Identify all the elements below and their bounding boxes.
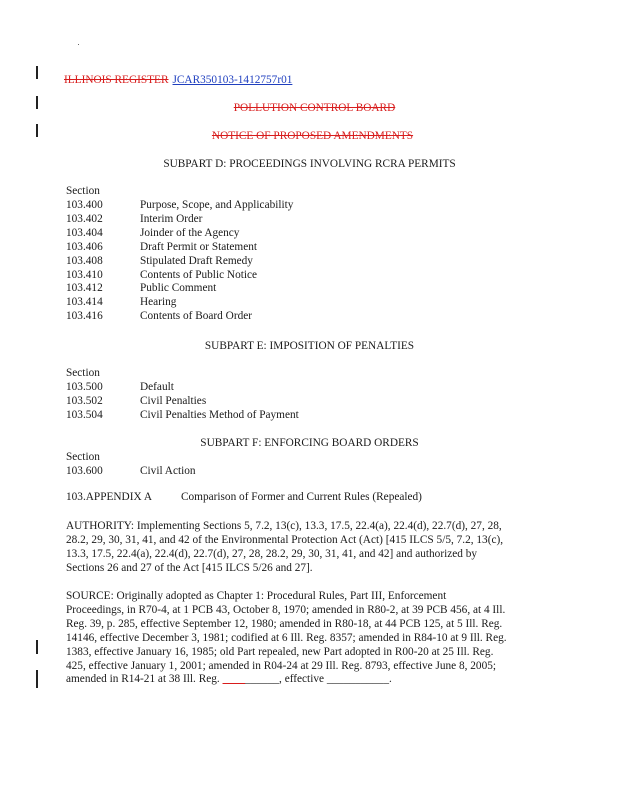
register-title-struck: ILLINOIS REGISTER [64,74,169,86]
section-number: 103.600 [66,465,103,477]
source-line: Proceedings, in R70-4, at 1 PCB 43, October 8, 1970; amended in R80-2, at 39 PCB 456, at 4 Ill. [66,603,506,616]
source-line: 14146, effective December 3, 1981; codified at 6 Ill. Reg. 8357; amended in R84-10 at 9 Ill. Reg. [66,631,507,644]
board-header [0,102,619,116]
section-number: 103.414 [66,296,103,309]
effective-date-blank: ___________ [326,673,389,686]
change-bar [36,670,38,688]
source-line: Reg. 39, p. 285, effective September 12, 1980; amended in R80-18, at 44 PCB 125, at 5 Ill. Reg. [66,617,503,630]
section-title: Default [140,381,174,393]
scan-speck [78,44,79,45]
authority-line: Sections 26 and 27 of the Act [415 ILCS 5/26 and 27]. [66,561,313,574]
appendix-number: 103.APPENDIX A [66,491,152,503]
section-title: Civil Penalties Method of Payment [140,408,299,421]
section-number: 103.402 [66,212,103,225]
source-last-prefix: amended in R14-21 at 38 Ill. Reg. [66,673,220,686]
section-number: 103.408 [66,254,103,267]
register-header [64,74,292,88]
section-number: 103.412 [66,282,103,295]
section-title: Public Comment [140,282,217,295]
inserted-blank: ____ [222,673,246,686]
source-line: 425, effective January 1, 2001; amended in R04-24 at 29 Ill. Reg. 8793, effective June 8, 2005; [66,659,497,672]
change-bar [36,66,38,79]
authority-line: AUTHORITY: Implementing Sections 5, 7.2, 13(c), 13.3, 17.5, 22.4(a), 22.4(d), 22.7(d), 27, 28, [66,520,502,532]
section-title: Civil Action [140,465,196,477]
date-blank: ______ [245,673,280,686]
section-title: Joinder of the Agency [140,226,240,239]
change-bar [36,640,38,654]
section-number: 103.416 [66,310,103,323]
subpart-e-heading: SUBPART E: IMPOSITION OF PENALTIES [204,340,415,352]
section-label: Section [66,367,100,379]
board-title-struck: POLLUTION CONTROL BOARD [233,102,396,114]
section-number: 103.504 [66,408,103,421]
section-title: Contents of Public Notice [140,268,258,281]
section-number: 103.400 [66,199,103,211]
appendix-row [66,491,422,505]
subpart-d-heading: SUBPART D: PROCEEDINGS INVOLVING RCRA PERMITS [163,158,456,170]
section-title: Contents of Board Order [140,310,253,323]
authority-line: 28.2, 29, 30, 31, 41, and 42 of the Environmental Protection Act (Act) [415 ILCS 5/5, 7.2, 13(c), [66,533,504,546]
source-line: 1383, effective January 16, 1985; old Part repealed, new Part adopted in R00-20 at 25 Ill. Reg. [66,645,494,658]
section-title: Stipulated Draft Remedy [140,254,253,267]
source-paragraph [66,590,548,687]
period: . [388,673,392,686]
section-number: 103.410 [66,268,103,281]
authority-line: 13.3, 17.5, 22.4(a), 22.4(d), 22.7(d), 27, 28, 28.2, 29, 30, 31, 41, and 42] and authorized by [66,547,478,560]
section-number: 103.404 [66,226,103,239]
source-last-line [66,673,548,687]
section-number: 103.406 [66,240,103,253]
section-title: Interim Order [140,212,203,225]
section-title: Hearing [140,296,177,309]
register-id-inserted: JCAR350103-1412757r01 [172,74,293,86]
section-number: 103.502 [66,394,103,407]
source-line: SOURCE: Originally adopted as Chapter 1: Procedural Rules, Part III, Enforcement [66,590,447,602]
notice-title-struck: NOTICE OF PROPOSED AMENDMENTS [211,130,414,142]
section-title: Purpose, Scope, and Applicability [140,199,294,211]
notice-header [0,130,619,144]
section-title: Civil Penalties [140,394,207,407]
section-number: 103.500 [66,381,103,393]
section-title: Draft Permit or Statement [140,240,258,253]
effective-label: , effective [279,673,324,686]
section-label: Section [66,185,100,197]
section-label: Section [66,451,100,463]
appendix-title: Comparison of Former and Current Rules (Repealed) [181,491,422,503]
authority-paragraph [66,520,548,576]
subpart-f-heading: SUBPART F: ENFORCING BOARD ORDERS [200,437,419,449]
